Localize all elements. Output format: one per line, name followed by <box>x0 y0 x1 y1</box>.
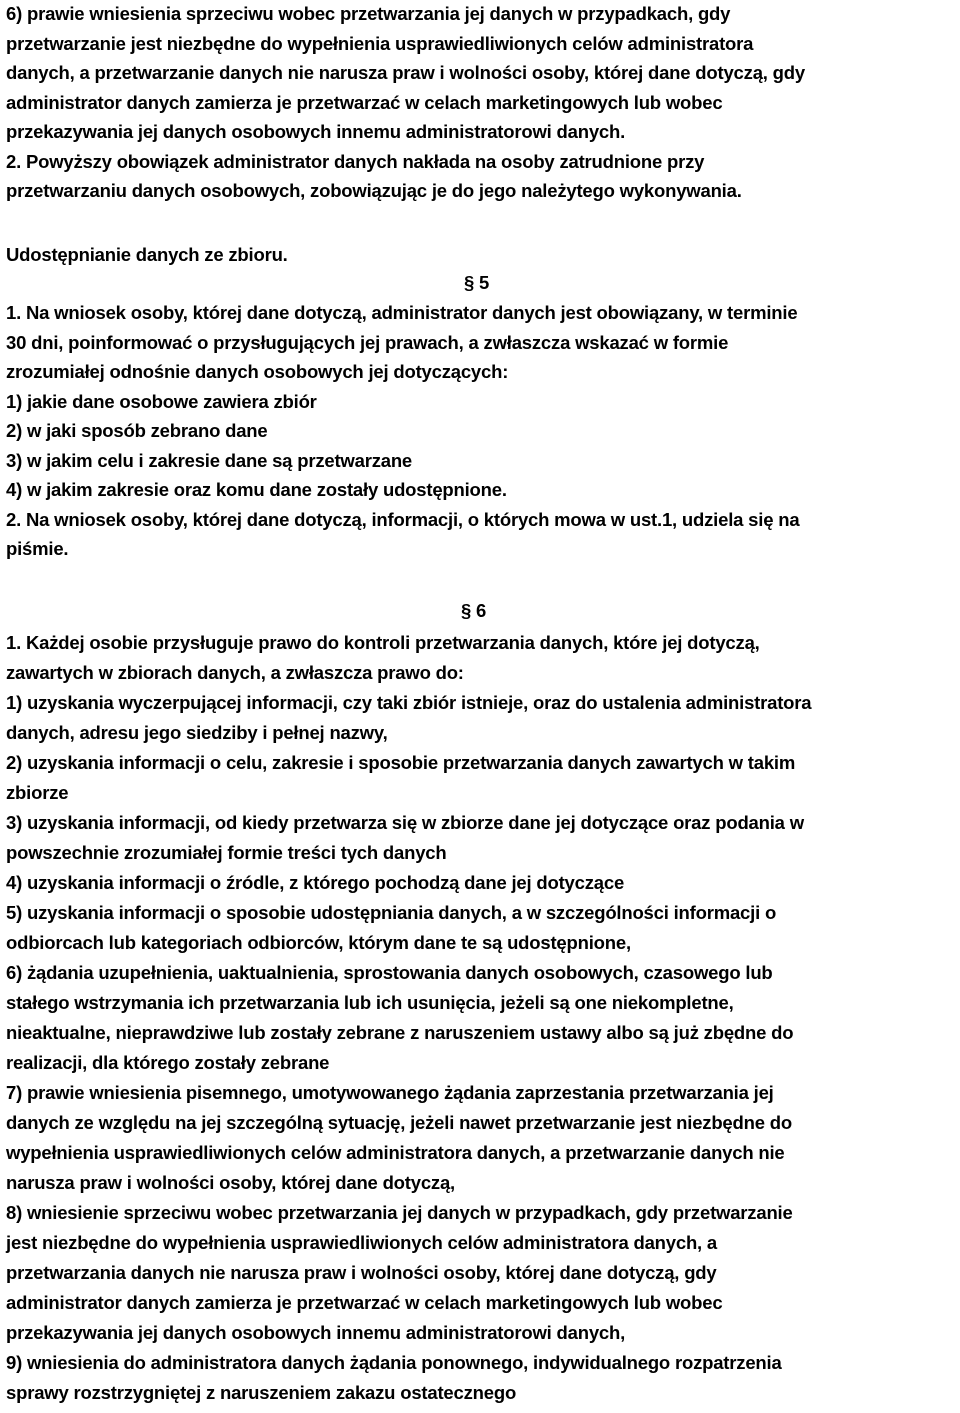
text-line: nieaktualne, nieprawdziwe lub zostały zebrane z naruszeniem ustawy albo są już zbędne do <box>6 1022 794 1043</box>
section-heading: Udostępnianie danych ze zbioru. <box>6 244 288 265</box>
text-line: 3) w jakim celu i zakresie dane są przetwarzane <box>6 450 413 471</box>
text-line: 1) uzyskania wyczerpującej informacji, czy taki zbiór istnieje, oraz do ustalenia administratora <box>6 692 812 713</box>
text-line: 2. Na wniosek osoby, której dane dotyczą, informacji, o których mowa w ust.1, udziela się na <box>6 509 800 530</box>
text-line: danych, a przetwarzanie danych nie narusza praw i wolności osoby, której dane dotyczą, gdy <box>6 62 805 83</box>
text-line: wypełnienia usprawiedliwionych celów administratora danych, a przetwarzanie danych nie <box>6 1142 785 1163</box>
text-line: 3) uzyskania informacji, od kiedy przetwarza się w zbiorze dane jej dotyczące oraz podania w <box>6 812 804 833</box>
text-line: przetwarzaniu danych osobowych, zobowiązując je do jego należytego wykonywania. <box>6 180 742 201</box>
text-line: 1. Na wniosek osoby, której dane dotyczą, administrator danych jest obowiązany, w terminie <box>6 302 798 323</box>
text-line: 4) uzyskania informacji o źródle, z którego pochodzą dane jej dotyczące <box>6 872 625 893</box>
section-number-5: § 5 <box>464 272 490 293</box>
text-line: 6) prawie wniesienia sprzeciwu wobec przetwarzania jej danych w przypadkach, gdy <box>6 3 731 24</box>
text-line: danych ze względu na jej szczególną sytuację, jeżeli nawet przetwarzanie jest niezbędne do <box>6 1112 792 1133</box>
text-line: przetwarzania danych nie narusza praw i wolności osoby, której dane dotyczą, gdy <box>6 1262 717 1283</box>
text-line: administrator danych zamierza je przetwarzać w celach marketingowych lub wobec <box>6 92 723 113</box>
text-line: realizacji, dla którego zostały zebrane <box>6 1052 330 1073</box>
text-line: administrator danych zamierza je przetwarzać w celach marketingowych lub wobec <box>6 1292 723 1313</box>
text-line: zawartych w zbiorach danych, a zwłaszcza prawo do: <box>6 662 464 683</box>
text-line: przekazywania jej danych osobowych innemu administratorowi danych, <box>6 1322 626 1343</box>
text-line: stałego wstrzymania ich przetwarzania lub ich usunięcia, jeżeli są one niekompletne, <box>6 992 734 1013</box>
text-line: 5) uzyskania informacji o sposobie udostępniania danych, a w szczególności informacji o <box>6 902 777 923</box>
text-line: zbiorze <box>6 782 69 803</box>
text-line: narusza praw i wolności osoby, której dane dotyczą, <box>6 1172 455 1193</box>
text-line: 1) jakie dane osobowe zawiera zbiór <box>6 391 317 412</box>
text-line: przekazywania jej danych osobowych innemu administratorowi danych. <box>6 121 626 142</box>
text-line: przetwarzanie jest niezbędne do wypełnienia usprawiedliwionych celów administratora <box>6 33 754 54</box>
text-line: 2) uzyskania informacji o celu, zakresie i sposobie przetwarzania danych zawartych w takim <box>6 752 796 773</box>
section-number-6: § 6 <box>461 600 487 621</box>
text-line: piśmie. <box>6 538 69 559</box>
text-line: 2. Powyższy obowiązek administrator danych nakłada na osoby zatrudnione przy <box>6 151 705 172</box>
text-line: 2) w jaki sposób zebrano dane <box>6 420 268 441</box>
text-line: sprawy rozstrzygniętej z naruszeniem zakazu ostatecznego <box>6 1382 517 1403</box>
text-line: 30 dni, poinformować o przysługujących jej prawach, a zwłaszcza wskazać w formie <box>6 332 729 353</box>
text-line: powszechnie zrozumiałej formie treści tych danych <box>6 842 447 863</box>
text-line: jest niezbędne do wypełnienia usprawiedliwionych celów administratora danych, a <box>6 1232 718 1253</box>
text-line: 4) w jakim zakresie oraz komu dane zostały udostępnione. <box>6 479 507 500</box>
text-line: zrozumiałej odnośnie danych osobowych jej dotyczących: <box>6 361 509 382</box>
text-line: odbiorcach lub kategoriach odbiorców, którym dane te są udostępnione, <box>6 932 631 953</box>
text-line: 7) prawie wniesienia pisemnego, umotywowanego żądania zaprzestania przetwarzania jej <box>6 1082 774 1103</box>
text-line: 9) wniesienia do administratora danych żądania ponownego, indywidualnego rozpatrzenia <box>6 1352 782 1373</box>
text-line: 8) wniesienie sprzeciwu wobec przetwarzania jej danych w przypadkach, gdy przetwarzanie <box>6 1202 793 1223</box>
text-line: 6) żądania uzupełnienia, uaktualnienia, sprostowania danych osobowych, czasowego lub <box>6 962 773 983</box>
text-line: danych, adresu jego siedziby i pełnej nazwy, <box>6 722 388 743</box>
text-line: 1. Każdej osobie przysługuje prawo do kontroli przetwarzania danych, które jej dotyczą, <box>6 632 760 653</box>
